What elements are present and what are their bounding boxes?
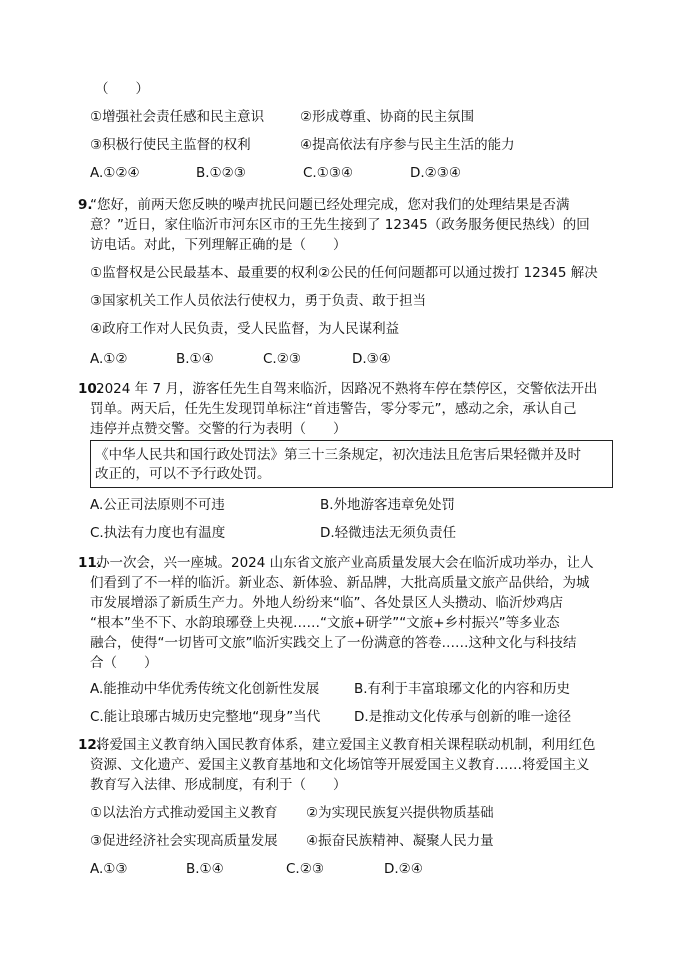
q12-statement-3: ③促进经济社会实现高质量发展: [90, 833, 278, 849]
q12-stem-line-3: 教育写入法律、形成制度，有利于（ ）: [90, 777, 347, 793]
prev-option-b: B.①②③: [196, 165, 246, 181]
q9-number: 9.: [78, 197, 93, 213]
q10-material-line-1: 《中华人民共和国行政处罚法》第三十三条规定，初次违法且危害后果轻微并及时: [95, 447, 581, 463]
q11-option-d: D.是推动文化传承与创新的唯一途径: [354, 709, 572, 725]
q9-option-c: C.②③: [263, 351, 301, 367]
q9-statement-4: ④政府工作对人民负责，受人民监督，为人民谋利益: [90, 321, 400, 337]
q10-stem-line-2: 罚单。两天后，任先生发现罚单标注“首违警告，零分零元”，感动之余，承认自己: [90, 401, 577, 417]
q9-option-a: A.①②: [90, 351, 128, 367]
prev-option-d: D.②③④: [410, 165, 461, 181]
q9-statement-1-2: ①监督权是公民最基本、最重要的权利②公民的任何问题都可以通过拨打 12345 解决: [90, 265, 598, 281]
prev-statement-2: ②形成尊重、协商的民主氛围: [300, 109, 475, 125]
q11-stem-line-1: 办一次会，兴一座城。2024 山东省文旅产业高质量发展大会在临沂成功举办，让人: [96, 555, 594, 571]
q10-option-b: B.外地游客违章免处罚: [320, 497, 456, 513]
q10-option-c: C.执法有力度也有温度: [90, 525, 226, 541]
q9-option-b: B.①④: [176, 351, 214, 367]
q9-statement-3: ③国家机关工作人员依法行使权力，勇于负责、敢于担当: [90, 293, 427, 309]
q11-stem-line-2: 们看到了不一样的临沂。新业态、新体验、新品牌，大批高质量文旅产品供给，为城: [90, 575, 590, 591]
prev-option-a: A.①②④: [90, 165, 140, 181]
prev-statement-3: ③积极行使民主监督的权利: [90, 137, 251, 153]
q11-stem-line-6: 合（ ）: [90, 655, 158, 671]
q11-option-a: A.能推动中华优秀传统文化创新性发展: [90, 681, 320, 697]
q12-option-a: A.①③: [90, 861, 128, 877]
q11-option-c: C.能让琅琊古城历史完整地“现身”当代: [90, 709, 321, 725]
q12-stem-line-1: 将爱国主义教育纳入国民教育体系，建立爱国主义教育相关课程联动机制，利用红色: [96, 737, 596, 753]
prev-statement-4: ④提高依法有序参与民主生活的能力: [300, 137, 515, 153]
q11-number: 11.: [78, 555, 102, 571]
q9-stem-line-1: “您好，前两天您反映的噪声扰民问题已经处理完成，您对我们的处理结果是否满: [90, 197, 570, 213]
q9-stem-line-2: 意？”近日，家住临沂市河东区市的王先生接到了 12345（政务服务便民热线）的回: [90, 217, 590, 233]
q11-stem-line-3: 市发展增添了新质生产力。外地人纷纷来“临”、各处景区人头攒动、临沂炒鸡店: [90, 595, 563, 611]
q10-stem-line-1: 2024 年 7 月，游客任先生自驾来临沂，因路况不熟将车停在禁停区，交警依法开出: [96, 381, 598, 397]
q12-option-c: C.②③: [286, 861, 324, 877]
q9-option-d: D.③④: [352, 351, 391, 367]
prev-option-c: C.①③④: [303, 165, 354, 181]
q12-number: 12.: [78, 737, 102, 753]
q12-statement-1: ①以法治方式推动爱国主义教育: [90, 805, 278, 821]
q10-number: 10.: [78, 381, 102, 397]
q12-statement-4: ④振奋民族精神、凝聚人民力量: [306, 833, 494, 849]
prev-paren: （ ）: [95, 81, 149, 97]
q11-option-b: B.有利于丰富琅琊文化的内容和历史: [354, 681, 571, 697]
q10-stem-line-3: 违停并点赞交警。交警的行为表明（ ）: [90, 421, 347, 437]
prev-statement-1: ①增强社会责任感和民主意识: [90, 109, 265, 125]
q11-stem-line-5: 融合，使得“一切皆可文旅”临沂实践交上了一份满意的答卷……这种文化与科技结: [90, 635, 577, 651]
q10-material-box: [90, 440, 613, 488]
q10-material-line-2: 改正的，可以不予行政处罚。: [95, 466, 271, 482]
q10-option-a: A.公正司法原则不可违: [90, 497, 225, 513]
q10-option-d: D.轻微违法无须负责任: [320, 525, 457, 541]
q12-stem-line-2: 资源、文化遗产、爱国主义教育基地和文化场馆等开展爱国主义教育……将爱国主义: [90, 757, 590, 773]
q12-option-d: D.②④: [384, 861, 423, 877]
q12-option-b: B.①④: [186, 861, 224, 877]
q11-stem-line-4: “根本”坐不下、水韵琅琊登上央视……“文旅+研学”“文旅+乡村振兴”等多业态: [90, 615, 560, 631]
q9-stem-line-3: 访电话。对此，下列理解正确的是（ ）: [90, 237, 347, 253]
q12-statement-2: ②为实现民族复兴提供物质基础: [306, 805, 494, 821]
